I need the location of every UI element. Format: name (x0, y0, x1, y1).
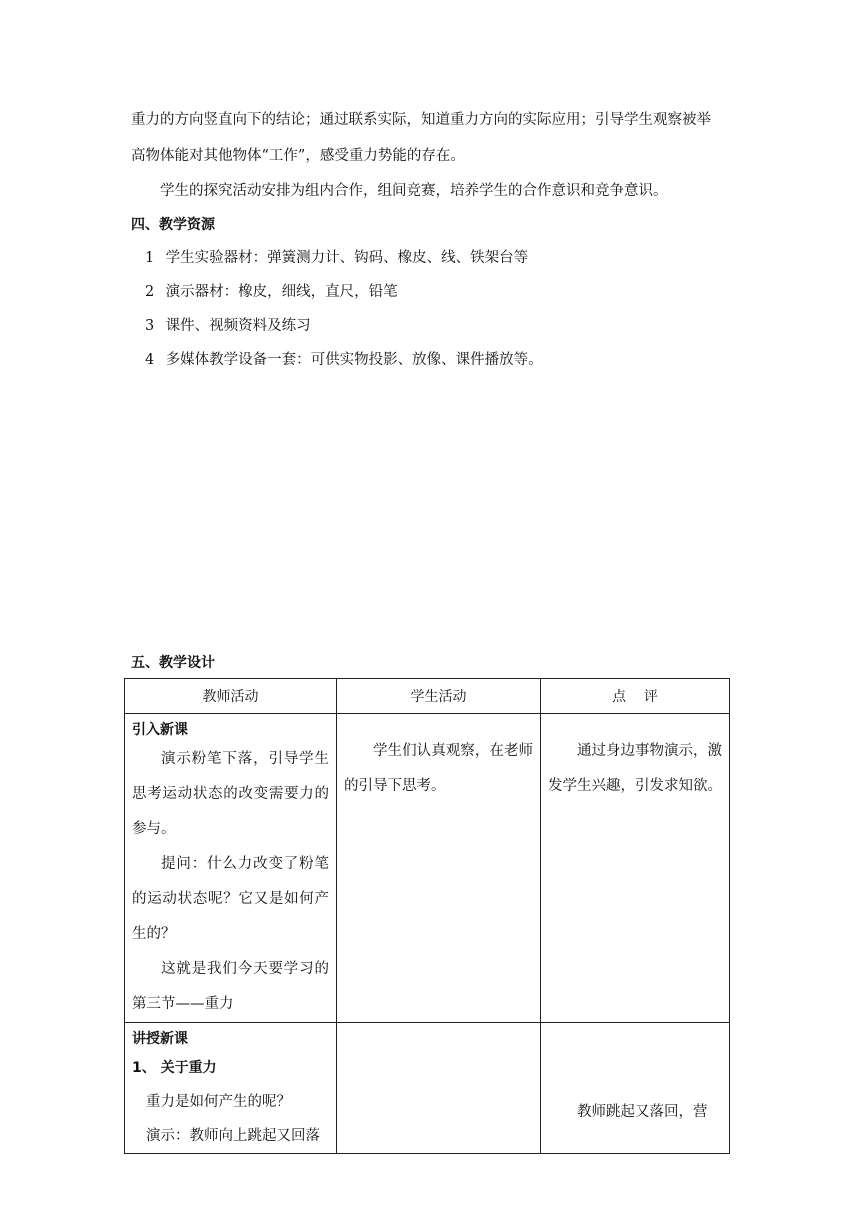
comment-paragraph: 教师跳起又落回，营 (577, 1104, 708, 1120)
list-item: 4 多媒体教学设备一套：可供实物投影、放像、课件播放等。 (145, 352, 543, 368)
section-5-title: 五、教学设计 (131, 655, 215, 671)
table-row (125, 714, 730, 1023)
teacher-activity-cell (125, 714, 337, 1023)
row-title-intro: 引入新课 (132, 722, 188, 738)
teacher-line: 演示：教师向上跳起又回落 (146, 1128, 320, 1144)
intro-line-1: 重力的方向竖直向下的结论；通过联系实际，知道重力方向的实际应用；引导学生观察被举 (131, 112, 711, 128)
comment-paragraph: 通过身边事物演示，激发学生兴趣，引发求知欲。 (548, 743, 722, 794)
teacher-paragraph: 演示粉笔下落，引导学生思考运动状态的改变需要力的参与。 (132, 751, 329, 837)
table-header-row (125, 679, 730, 714)
teaching-design-table (124, 678, 730, 1154)
teacher-paragraph: 这就是我们今天要学习的第三节——重力 (132, 961, 329, 1012)
teacher-activity-cell (125, 1023, 337, 1154)
student-activity-cell (337, 1023, 541, 1154)
header-comment: 点 评 (541, 679, 730, 714)
list-item: 1 学生实验器材：弹簧测力计、钩码、橡皮、线、铁架台等 (145, 250, 529, 266)
section-4-title: 四、教学资源 (131, 217, 215, 233)
header-teacher-activity: 教师活动 (125, 679, 337, 714)
student-paragraph: 学生们认真观察，在老师的引导下思考。 (344, 743, 533, 794)
list-item: 3 课件、视频资料及练习 (145, 318, 311, 334)
subsection-heading: 1、 关于重力 (132, 1060, 217, 1076)
row-title-new-lesson: 讲授新课 (132, 1031, 188, 1047)
comment-cell (541, 1023, 730, 1154)
comment-cell (541, 714, 730, 1023)
teacher-paragraph: 提问：什么力改变了粉笔的运动状态呢？它又是如何产生的？ (132, 856, 329, 942)
intro-paragraph-2: 学生的探究活动安排为组内合作，组间竞赛，培养学生的合作意识和竞争意识。 (160, 183, 668, 199)
teacher-line: 重力是如何产生的呢？ (146, 1094, 291, 1110)
table-row (125, 1023, 730, 1154)
header-student-activity: 学生活动 (337, 679, 541, 714)
intro-line-2: 高物体能对其他物体“工作”，感受重力势能的存在。 (131, 148, 465, 164)
list-item: 2 演示器材：橡皮，细线，直尺，铅笔 (145, 284, 398, 300)
student-activity-cell (337, 714, 541, 1023)
